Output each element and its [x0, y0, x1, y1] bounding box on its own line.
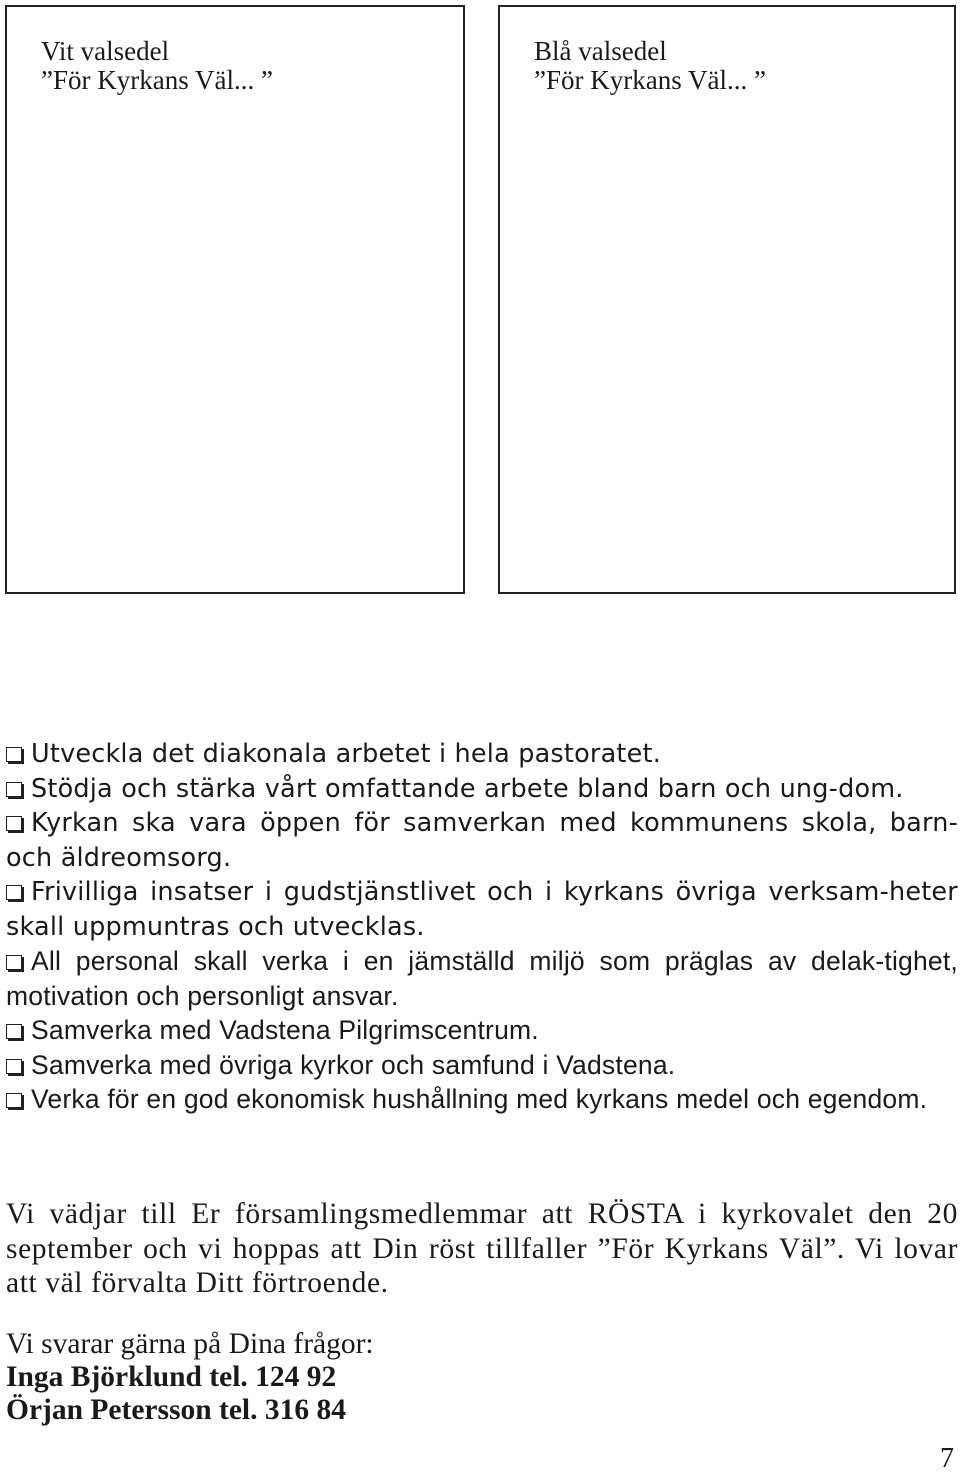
- contact-person: Örjan Petersson tel. 316 84: [6, 1394, 346, 1426]
- ballot-title: Blå valsedel: [534, 36, 667, 66]
- checkbox-icon: [6, 955, 22, 970]
- checkbox-icon: [6, 747, 22, 762]
- list-item: Stödja och stärka vårt omfattande arbete bland barn och ung-dom.: [6, 772, 958, 807]
- list-item: Kyrkan ska vara öppen för samverkan med kommunens skola, barn- och äldreomsorg.: [6, 808, 958, 873]
- list-item: Samverka med Vadstena Pilgrimscentrum.: [6, 1013, 958, 1048]
- goals-list: [6, 737, 958, 1117]
- checkbox-icon: [6, 1024, 22, 1039]
- ballot-box-blue: [498, 5, 956, 594]
- list-item: Utveckla det diakonala arbetet i hela pastoratet.: [6, 737, 958, 772]
- contact-block: [6, 1328, 706, 1427]
- ballot-party: ”För Kyrkans Väl... ”: [534, 65, 766, 95]
- contact-person: Inga Björklund tel. 124 92: [6, 1361, 337, 1393]
- checkbox-icon: [6, 1059, 22, 1074]
- list-item: Samverka med övriga kyrkor och samfund i Vadstena.: [6, 1048, 958, 1083]
- list-item: Verka för en god ekonomisk hushållning med kyrkans medel och egendom.: [6, 1082, 958, 1117]
- voting-appeal: Vi vädjar till Er församlingsmedlemmar att RÖSTA i kyrkovalet den 20 september och vi hoppas att Din röst tillfaller ”För Kyrkans Väl”. Vi lovar att väl förvalta Ditt förtroende.: [6, 1198, 958, 1299]
- ballot-box-white: [5, 5, 465, 594]
- list-item: Frivilliga insatser i gudstjänstlivet och i kyrkans övriga verksam-heter skall uppmuntras och utvecklas.: [6, 877, 958, 942]
- ballot-title: Vit valsedel: [41, 36, 170, 66]
- checkbox-icon: [6, 885, 22, 900]
- ballot-party: ”För Kyrkans Väl... ”: [41, 65, 273, 95]
- contact-intro: Vi svarar gärna på Dina frågor:: [6, 1328, 374, 1360]
- ballot-label-white: [41, 37, 273, 95]
- checkbox-icon: [6, 816, 22, 831]
- page-number: 7: [940, 1443, 954, 1474]
- checkbox-icon: [6, 1093, 22, 1108]
- list-item: All personal skall verka i en jämställd miljö som präglas av delak-tighet, motivation och personligt ansvar.: [6, 946, 958, 1011]
- ballot-label-blue: [534, 37, 766, 95]
- checkbox-icon: [6, 782, 22, 797]
